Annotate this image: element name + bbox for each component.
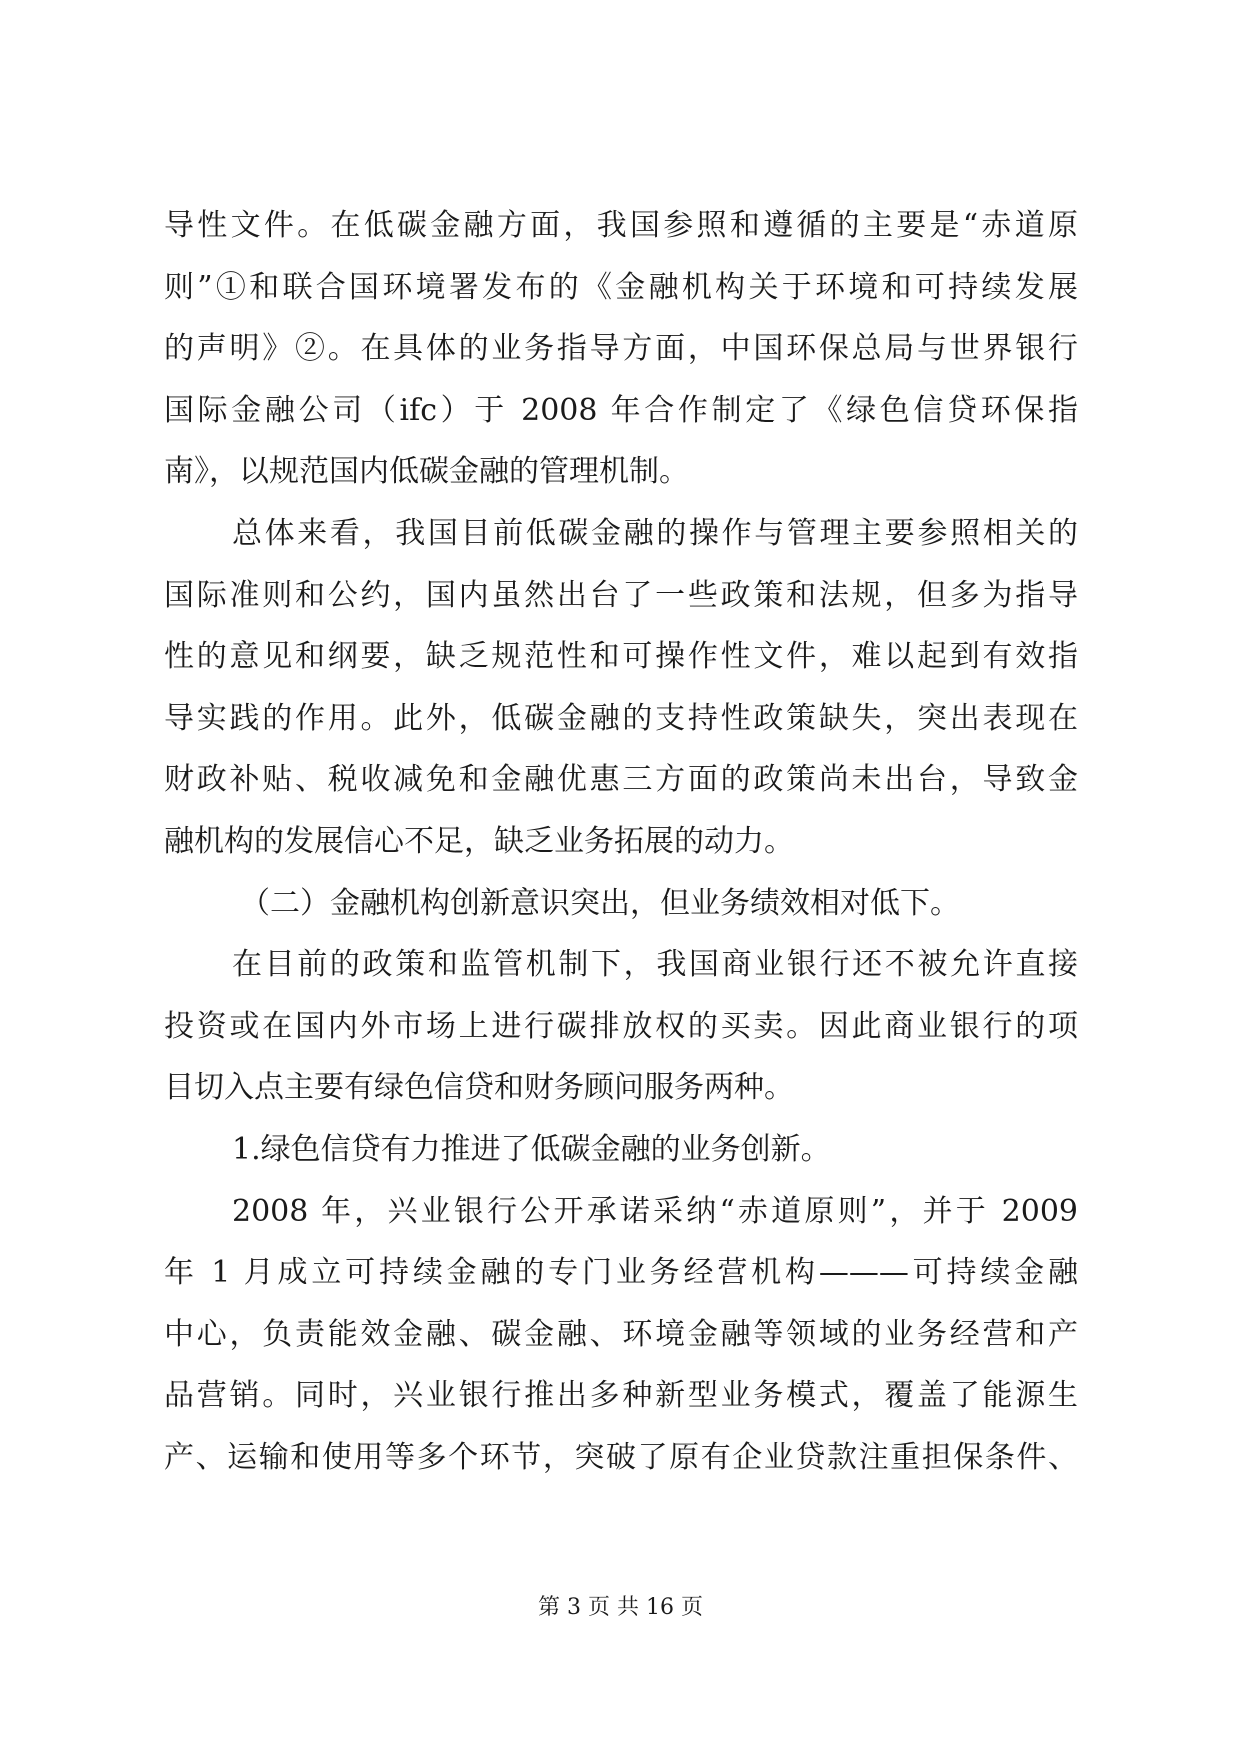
text-line: 在目前的政策和监管机制下，我国商业银行还不被允许直接: [232, 947, 1078, 983]
text-line: 目切入点主要有绿色信贷和财务顾问服务两种。: [164, 1070, 794, 1106]
text-line: 的声明》②。在具体的业务指导方面，中国环保总局与世界银行: [164, 331, 1078, 367]
text-line: 年 1 月成立可持续金融的专门业务经营机构———可持续金融: [164, 1255, 1078, 1291]
paragraph: [164, 1181, 1078, 1489]
text-line: 南》，以规范国内低碳金融的管理机制。: [164, 454, 689, 490]
text-line: 总体来看，我国目前低碳金融的操作与管理主要参照相关的: [232, 515, 1078, 551]
paragraph: [164, 195, 1078, 503]
text-line: 导实践的作用。此外，低碳金融的支持性政策缺失，突出表现在: [164, 700, 1078, 736]
subsection-heading: [164, 1119, 1078, 1181]
paragraph: [164, 503, 1078, 873]
text-line: 导性文件。在低碳金融方面，我国参照和遵循的主要是“赤道原: [164, 208, 1078, 243]
text-line: （二）金融机构创新意识突出，但业务绩效相对低下。: [240, 885, 960, 921]
page-number-footer: 第 3 页 共 16 页: [538, 1595, 703, 1620]
paragraph: [164, 934, 1078, 1119]
text-line: 财政补贴、税收减免和金融优惠三方面的政策尚未出台，导致金: [164, 762, 1078, 798]
section-heading: [164, 873, 1078, 935]
text-line: 国际金融公司（ifc）于 2008 年合作制定了《绿色信贷环保指: [164, 392, 1078, 428]
text-line: 品营销。同时，兴业银行推出多种新型业务模式，覆盖了能源生: [164, 1378, 1078, 1414]
text-line: 投资或在国内外市场上进行碳排放权的买卖。因此商业银行的项: [164, 1008, 1078, 1044]
body-text: [164, 195, 1078, 1488]
text-line: 融机构的发展信心不足，缺乏业务拓展的动力。: [164, 823, 794, 859]
text-line: 国际准则和公约，国内虽然出台了一些政策和法规，但多为指导: [164, 577, 1078, 613]
text-line: 1.绿色信贷有力推进了低碳金融的业务创新。: [232, 1131, 831, 1167]
text-line: 产、运输和使用等多个环节，突破了原有企业贷款注重担保条件、: [164, 1439, 1078, 1475]
text-line: 则”①和联合国环境署发布的《金融机构关于环境和可持续发展: [164, 269, 1078, 305]
text-line: 中心，负责能效金融、碳金融、环境金融等领域的业务经营和产: [164, 1316, 1078, 1352]
text-line: 2008 年，兴业银行公开承诺采纳“赤道原则”，并于 2009: [232, 1193, 1078, 1229]
text-line: 性的意见和纲要，缺乏规范性和可操作性文件，难以起到有效指: [164, 639, 1078, 675]
